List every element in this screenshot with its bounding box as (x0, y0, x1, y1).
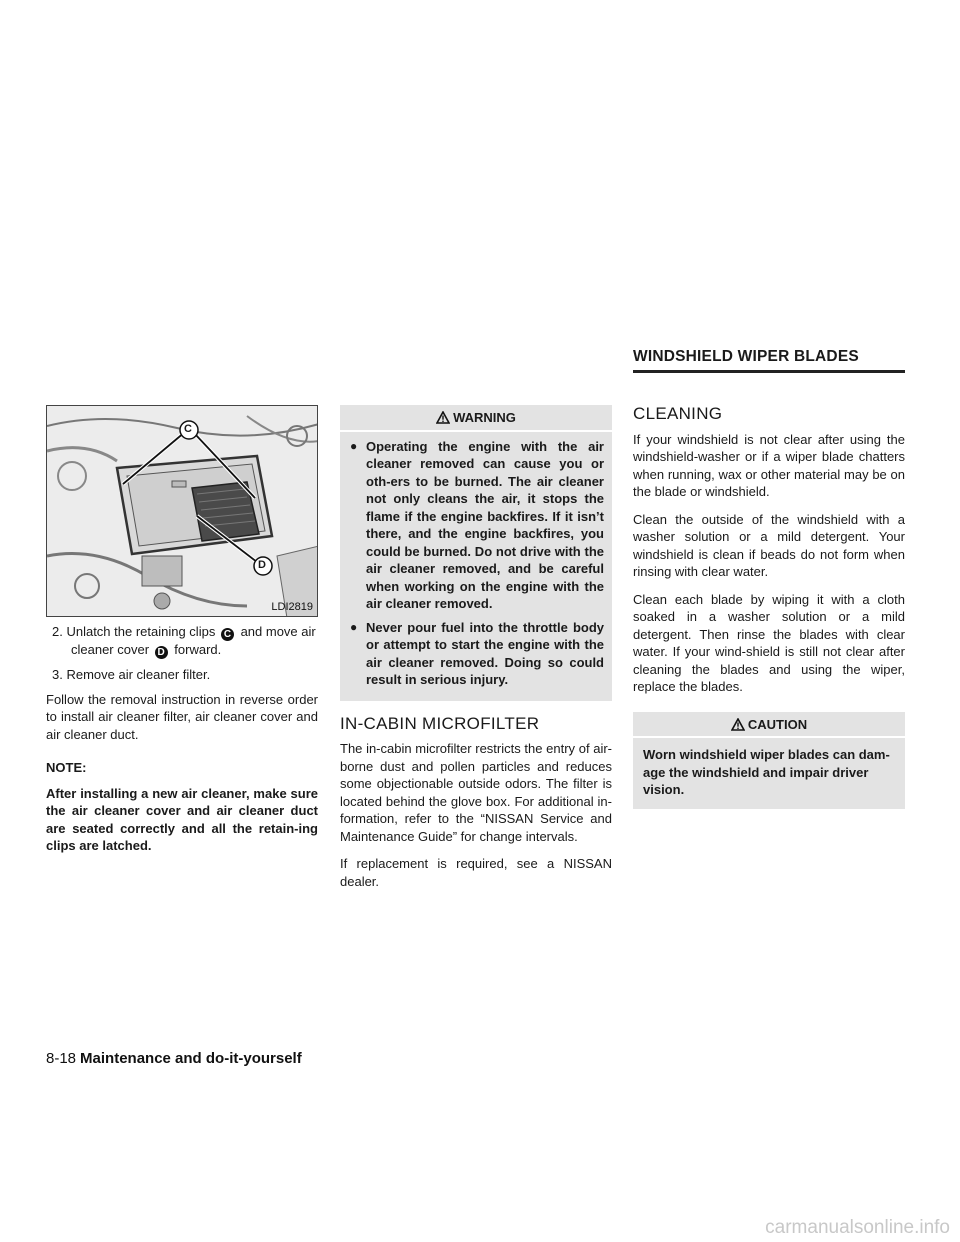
caution-triangle-icon (731, 718, 745, 731)
warning-item (350, 438, 604, 613)
cleaning-paragraph-2: Clean the outside of the windshield with a washer solution or a mild detergent. Your windshield is clean if beads do not form when rinsing with clear water. (633, 511, 905, 579)
page-number: 8-18 (46, 1050, 77, 1067)
cleaning-heading: CLEANING (633, 404, 723, 423)
air-cleaner-illustration (47, 406, 318, 617)
callout-c-icon: C (221, 628, 234, 641)
replacement-paragraph: If replacement is required, see a NISSAN dealer. (340, 856, 612, 889)
chapter-title: Maintenance and do-it-yourself (80, 1050, 302, 1067)
cleaning-paragraph-1: If your windshield is not clear after using the windshield-washer or if a wiper blade chatters when running, wax or other material may be on the blade or windshield. (633, 431, 905, 499)
note-body: After installing a new air cleaner, make sure the air cleaner cover and air cleaner duct are seated correctly and all the retain-ing clips are latched. (46, 785, 318, 853)
caution-box (633, 712, 905, 809)
watermark: carmanualsonline.info (765, 1216, 950, 1238)
warning-title-text: WARNING (453, 410, 516, 425)
callout-d-label: D (258, 559, 266, 571)
callout-c-label: C (184, 423, 192, 435)
microfilter-paragraph: The in-cabin microfilter restricts the entry of air-borne dust and pollen particles and reduces some objectionable outside odors. The filter is located behind the glove box. For additional in-formation, refer to the “NISSAN Service and Maintenance Guide” for change intervals. (340, 741, 612, 844)
caution-title (633, 712, 905, 739)
column-3 (633, 405, 905, 809)
caution-body: Worn windshield wiper blades can dam-age the windshield and impair driver vision. (643, 747, 890, 797)
caution-title-text: CAUTION (747, 716, 808, 732)
callout-d-icon: D (155, 646, 168, 659)
column-1 (46, 405, 318, 865)
step2-mid: and move air cleaner cover (71, 624, 316, 657)
warning-title (340, 405, 612, 432)
warning-triangle-icon (436, 411, 450, 424)
removal-paragraph: Follow the removal instruction in reverse order to install air cleaner filter, air cleaner cover and air cleaner duct. (46, 691, 318, 742)
warning-box (340, 405, 612, 701)
column-2 (340, 405, 612, 900)
warning-item-text: Never pour fuel into the throttle body or attempt to start the engine with the air cleaner removed. Doing so could result in serious injury. (366, 619, 604, 687)
step2-suffix: forward. (174, 642, 222, 657)
warning-item-text: Operating the engine with the air cleaner removed can cause you or oth-ers to be burned. The air cleaner not only cleans the air, it stops the flame if the engine backfires. If it isn’t there, and the engine backfires, you could be burned. Do not drive with the air cleaner removed, and be careful when working on the engine with the air cleaner removed. (366, 438, 604, 611)
in-cabin-heading: IN-CABIN MICROFILTER (340, 713, 540, 733)
cleaning-paragraph-3: Clean each blade by wiping it with a cloth soaked in a washer solution or a mild detergent. Then rinse the blades with clear water. If your wind-shield is still not clear after cleaning the blades and using the wiper, replace the blades. (633, 591, 905, 694)
note-heading: NOTE: (46, 760, 87, 775)
engine-figure (46, 405, 318, 617)
figure-label: LDI2819 (271, 601, 313, 613)
step2-prefix: 2. Unlatch the retaining clips (52, 624, 216, 639)
bullet-icon: ● (350, 619, 358, 634)
step-2 (46, 623, 318, 659)
section-title: WINDSHIELD WIPER BLADES (633, 348, 905, 373)
page-footer (46, 1050, 302, 1068)
bullet-icon: ● (350, 438, 358, 453)
step-3: 3. Remove air cleaner filter. (52, 667, 211, 682)
warning-item (350, 619, 604, 689)
